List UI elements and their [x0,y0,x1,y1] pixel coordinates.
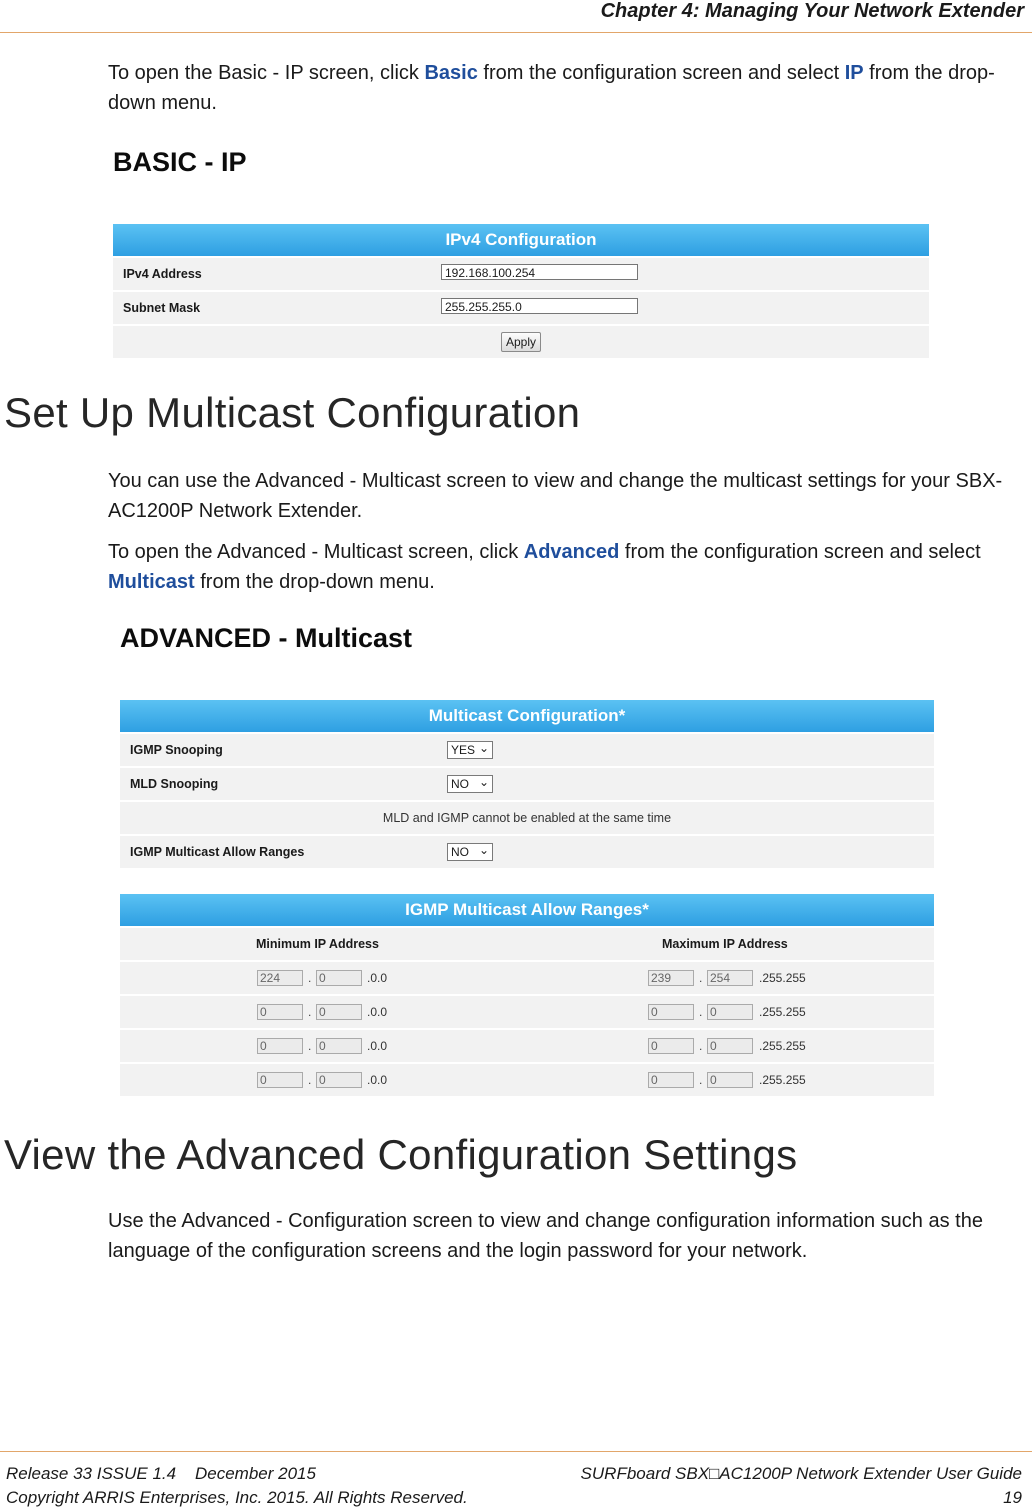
ranges-column-headers [120,928,934,960]
apply-button[interactable]: Apply [501,332,541,352]
max-octet-1-input[interactable]: 0 [648,1072,694,1088]
multicast-config-header: Multicast Configuration* [120,700,934,732]
apply-row [113,326,929,358]
octet-separator: . [699,1073,703,1087]
basic-ip-screen-title: BASIC - IP [113,147,247,177]
min-octet-2-input[interactable]: 0 [316,970,362,986]
octet-separator: . [308,1005,312,1019]
igmp-snooping-label: IGMP Snooping [130,743,223,757]
footer-page-number: 19 [1003,1488,1022,1507]
multicast-note-row [120,802,934,834]
multicast-section-heading: Set Up Multicast Configuration [4,389,581,436]
octet-separator: . [699,1005,703,1019]
min-octet-1-input[interactable]: 0 [257,1072,303,1088]
page-header [0,0,1032,33]
max-octet-2-input[interactable]: 0 [707,1072,753,1088]
footer-guide-title: SURFboard SBX□AC1200P Network Extender User Guide [580,1464,1022,1483]
min-octet-1-input[interactable]: 0 [257,1004,303,1020]
min-fixed-octets: .0.0 [367,1005,388,1019]
p2-text-mid: from the configuration screen and select [619,541,981,563]
max-fixed-octets: .255.255 [759,971,806,985]
igmp-snooping-value: YES [451,743,476,757]
p2-text: To open the Advanced - Multicast screen, click [108,541,524,563]
page-footer [0,1451,1032,1507]
igmp-snooping-select[interactable] [447,741,493,759]
octet-separator: . [699,1039,703,1053]
allow-ranges-label: IGMP Multicast Allow Ranges [130,845,305,859]
chevron-down-icon: ⌄ [478,843,489,857]
allow-ranges-select[interactable] [447,843,493,861]
range-row [120,1064,934,1096]
max-fixed-octets: .255.255 [759,1005,806,1019]
allow-ranges-header: IGMP Multicast Allow Ranges* [120,894,934,926]
max-octet-1-input[interactable]: 0 [648,1004,694,1020]
p2-text-end: from the drop-down menu. [194,571,435,593]
allow-ranges-value: NO [451,845,469,859]
max-ip-header: Maximum IP Address [662,937,788,951]
min-fixed-octets: .0.0 [367,1073,388,1087]
advanced-multicast-screen-title: ADVANCED - Multicast [120,623,413,653]
subnet-mask-row [113,292,929,324]
multicast-keyword: Multicast [108,571,195,593]
allow-ranges-row [120,836,934,868]
max-octet-1-input[interactable]: 239 [648,970,694,986]
intro-text: To open the Basic - IP screen, click [108,62,425,84]
chapter-title: Chapter 4: Managing Your Network Extender [600,0,1024,22]
min-octet-2-input[interactable]: 0 [316,1038,362,1054]
basic-keyword: Basic [424,62,478,84]
advanced-config-paragraph: Use the Advanced - Configuration screen to view and change configuration information such as the language of the configuration screens and the login password for your network. [108,1210,983,1262]
octet-separator: . [699,971,703,985]
range-row [120,996,934,1028]
max-octet-2-input[interactable]: 254 [707,970,753,986]
max-octet-2-input[interactable]: 0 [707,1038,753,1054]
multicast-paragraph-2 [108,537,1013,597]
igmp-snooping-row [120,734,934,766]
advanced-config-section-heading: View the Advanced Configuration Settings [4,1131,798,1178]
ipv4-config-header: IPv4 Configuration [113,224,929,256]
octet-separator: . [308,1039,312,1053]
footer-copyright: Copyright ARRIS Enterprises, Inc. 2015. All Rights Reserved. [6,1488,468,1507]
max-octet-2-input[interactable]: 0 [707,1004,753,1020]
mld-snooping-select[interactable] [447,775,493,793]
ipv4-address-input[interactable]: 192.168.100.254 [441,264,638,280]
multicast-config-panel [120,700,934,868]
chevron-down-icon: ⌄ [478,775,489,789]
min-ip-header: Minimum IP Address [256,937,379,951]
subnet-mask-label: Subnet Mask [123,301,201,315]
min-octet-2-input[interactable]: 0 [316,1004,362,1020]
ipv4-address-row [113,258,929,290]
min-octet-1-input[interactable]: 224 [257,970,303,986]
subnet-mask-input[interactable]: 255.255.255.0 [441,298,638,314]
range-row [120,1030,934,1062]
max-octet-1-input[interactable]: 0 [648,1038,694,1054]
advanced-keyword: Advanced [523,541,620,563]
range-row [120,962,934,994]
multicast-note: MLD and IGMP cannot be enabled at the same time [382,811,672,825]
ip-keyword: IP [844,62,864,84]
intro-text-end: from the drop-down menu. [108,62,995,114]
intro-text-mid: from the configuration screen and select [477,62,845,84]
ipv4-config-panel [113,224,929,358]
mld-snooping-label: MLD Snooping [130,777,219,791]
min-fixed-octets: .0.0 [367,971,388,985]
mld-snooping-row [120,768,934,800]
min-octet-1-input[interactable]: 0 [257,1038,303,1054]
intro-paragraph [108,58,1013,118]
min-octet-2-input[interactable]: 0 [316,1072,362,1088]
multicast-paragraph-1: You can use the Advanced - Multicast screen to view and change the multicast settings for your SBX-AC1200P Network Extender. [108,470,1003,522]
octet-separator: . [308,1073,312,1087]
ipv4-address-label: IPv4 Address [123,267,202,281]
igmp-allow-ranges-panel [120,894,934,1096]
octet-separator: . [308,971,312,985]
footer-release: Release 33 ISSUE 1.4 December 2015 [6,1464,316,1483]
mld-snooping-value: NO [451,777,469,791]
max-fixed-octets: .255.255 [759,1039,806,1053]
max-fixed-octets: .255.255 [759,1073,806,1087]
chevron-down-icon: ⌄ [478,741,489,755]
min-fixed-octets: .0.0 [367,1039,388,1053]
